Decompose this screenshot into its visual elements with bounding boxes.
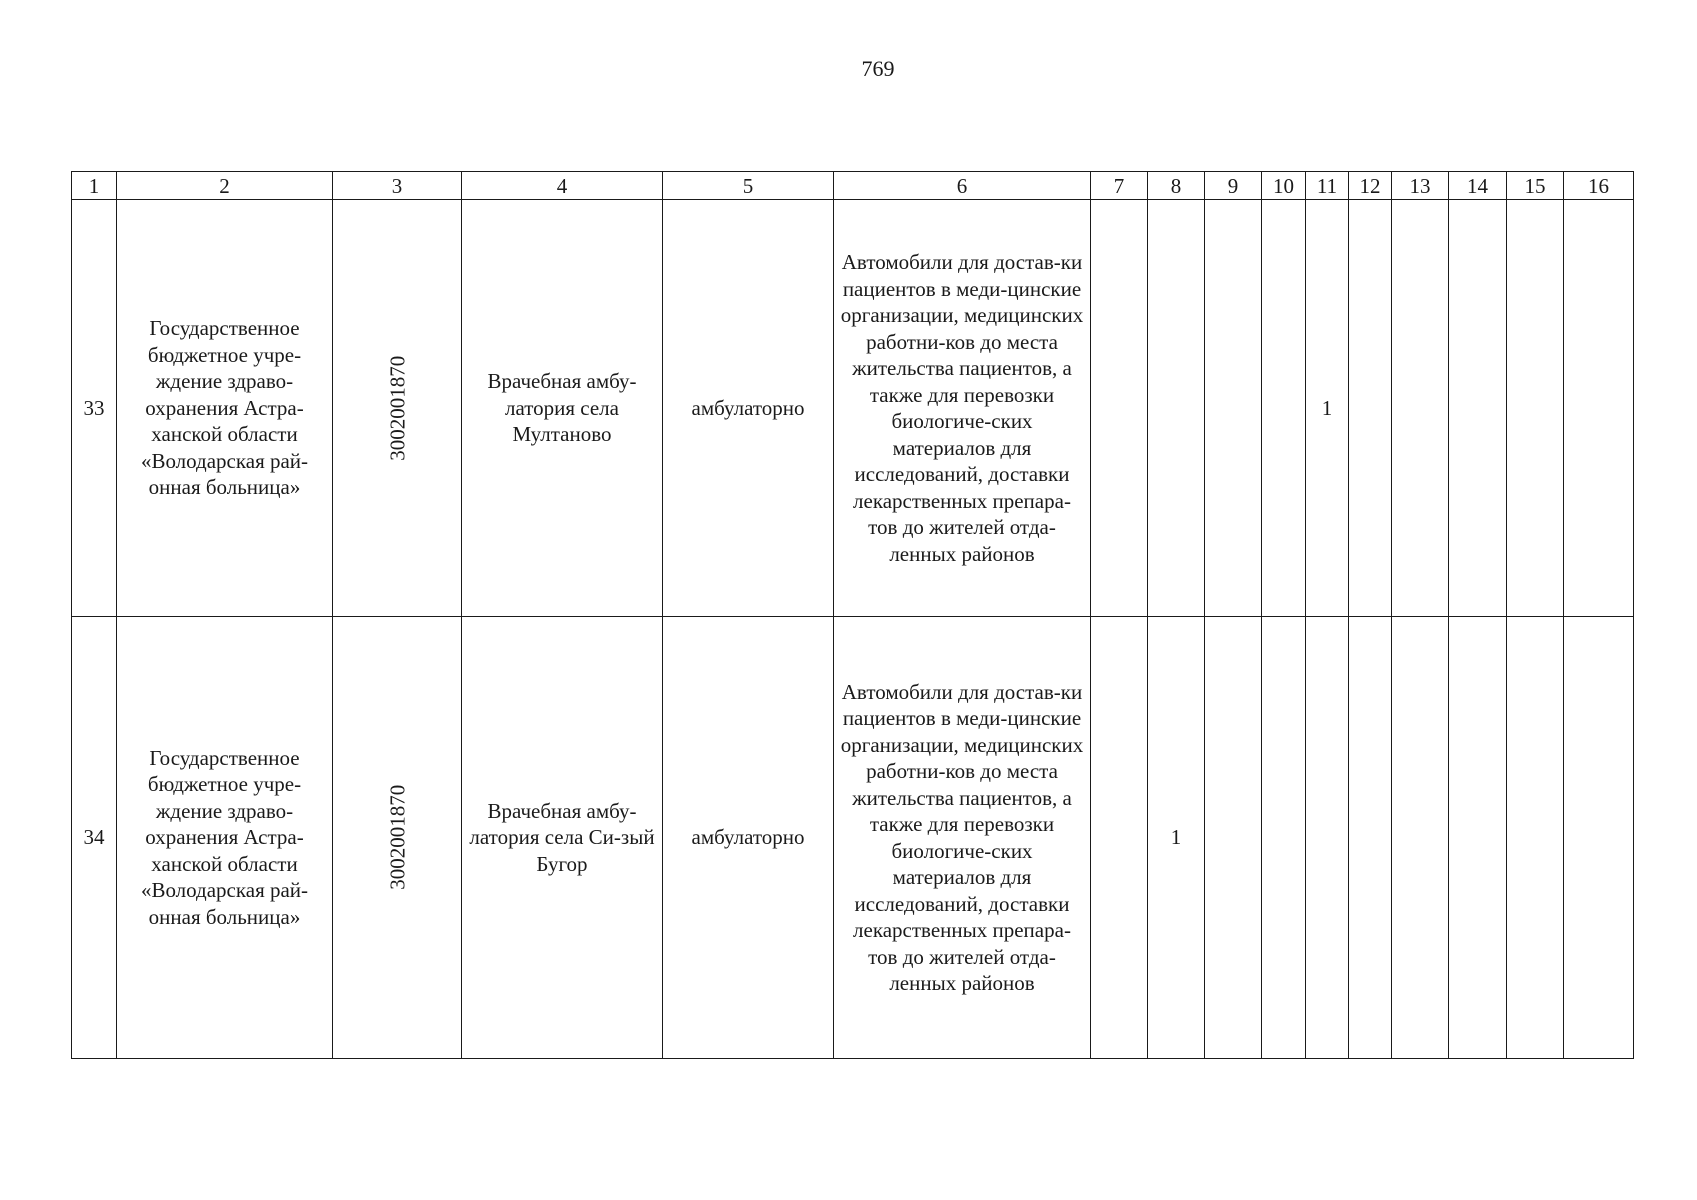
count-cell xyxy=(1507,200,1564,617)
count-cell xyxy=(1564,617,1634,1059)
code-cell xyxy=(333,200,462,617)
table-row xyxy=(72,200,1634,617)
organization-cell xyxy=(117,617,333,1059)
count-cell xyxy=(1349,200,1392,617)
count-cell xyxy=(1306,617,1349,1059)
registry-table xyxy=(71,171,1634,1059)
header-cell: 14 xyxy=(1449,172,1507,200)
header-cell: 5 xyxy=(663,172,834,200)
care-mode-cell: амбулаторно xyxy=(663,617,834,1059)
purpose-cell xyxy=(834,200,1091,617)
count-cell xyxy=(1262,200,1306,617)
organization-cell xyxy=(117,200,333,617)
count-cell: 1 xyxy=(1306,200,1349,617)
header-cell: 12 xyxy=(1349,172,1392,200)
org-code: 3002001870 xyxy=(384,355,409,461)
organization-name: Государственное бюджетное учре-ждение здраво-охранения Астра-ханской области «Володарская рай-онная больница» xyxy=(140,745,309,929)
code-cell xyxy=(333,617,462,1059)
header-cell: 10 xyxy=(1262,172,1306,200)
table-row xyxy=(72,617,1634,1059)
count-cell xyxy=(1262,617,1306,1059)
header-cell: 16 xyxy=(1564,172,1634,200)
header-cell: 7 xyxy=(1091,172,1148,200)
header-cell: 4 xyxy=(462,172,663,200)
header-cell: 8 xyxy=(1148,172,1205,200)
vehicle-purpose: Автомобили для достав-ки пациентов в меди-цинские организации, медицинских работни-ков до места жительства пациентов, а также для перевозки биологиче-ских материалов для исследований, доставки лекарственных препара-тов до жителей отда-ленных районов xyxy=(840,679,1084,995)
facility-name: Врачебная амбу-латория села Мултаново xyxy=(487,369,637,447)
header-cell: 6 xyxy=(834,172,1091,200)
organization-name: Государственное бюджетное учре-ждение здраво-охранения Астра-ханской области «Володарская рай-онная больница» xyxy=(140,316,309,500)
count-cell xyxy=(1205,200,1262,617)
count-cell xyxy=(1564,200,1634,617)
page-number: 769 xyxy=(861,56,895,81)
org-code: 3002001870 xyxy=(384,785,409,890)
row-number-cell: 34 xyxy=(72,617,117,1059)
count-cell: 1 xyxy=(1148,617,1205,1059)
count-cell xyxy=(1449,200,1507,617)
count-cell xyxy=(1507,617,1564,1059)
count-cell xyxy=(1349,617,1392,1059)
count-cell xyxy=(1091,617,1148,1059)
count-cell xyxy=(1449,617,1507,1059)
header-cell: 9 xyxy=(1205,172,1262,200)
count-cell xyxy=(1091,200,1148,617)
facility-name: Врачебная амбу-латория села Си-зый Бугор xyxy=(469,798,655,876)
header-cell: 11 xyxy=(1306,172,1349,200)
facility-cell xyxy=(462,200,663,617)
header-cell: 15 xyxy=(1507,172,1564,200)
care-mode-cell: амбулаторно xyxy=(663,200,834,617)
purpose-cell xyxy=(834,617,1091,1059)
count-cell xyxy=(1392,617,1449,1059)
header-cell: 1 xyxy=(72,172,117,200)
vehicle-purpose: Автомобили для достав-ки пациентов в меди-цинские организации, медицинских работни-ков до места жительства пациентов, а также для перевозки биологиче-ских материалов для исследований, доставки лекарственных препара-тов до жителей отда-ленных районов xyxy=(840,250,1084,566)
header-cell: 3 xyxy=(333,172,462,200)
header-row xyxy=(72,172,1634,200)
count-cell xyxy=(1148,200,1205,617)
header-cell: 13 xyxy=(1392,172,1449,200)
row-number-cell: 33 xyxy=(72,200,117,617)
count-cell xyxy=(1205,617,1262,1059)
header-cell: 2 xyxy=(117,172,333,200)
count-cell xyxy=(1392,200,1449,617)
facility-cell xyxy=(462,617,663,1059)
